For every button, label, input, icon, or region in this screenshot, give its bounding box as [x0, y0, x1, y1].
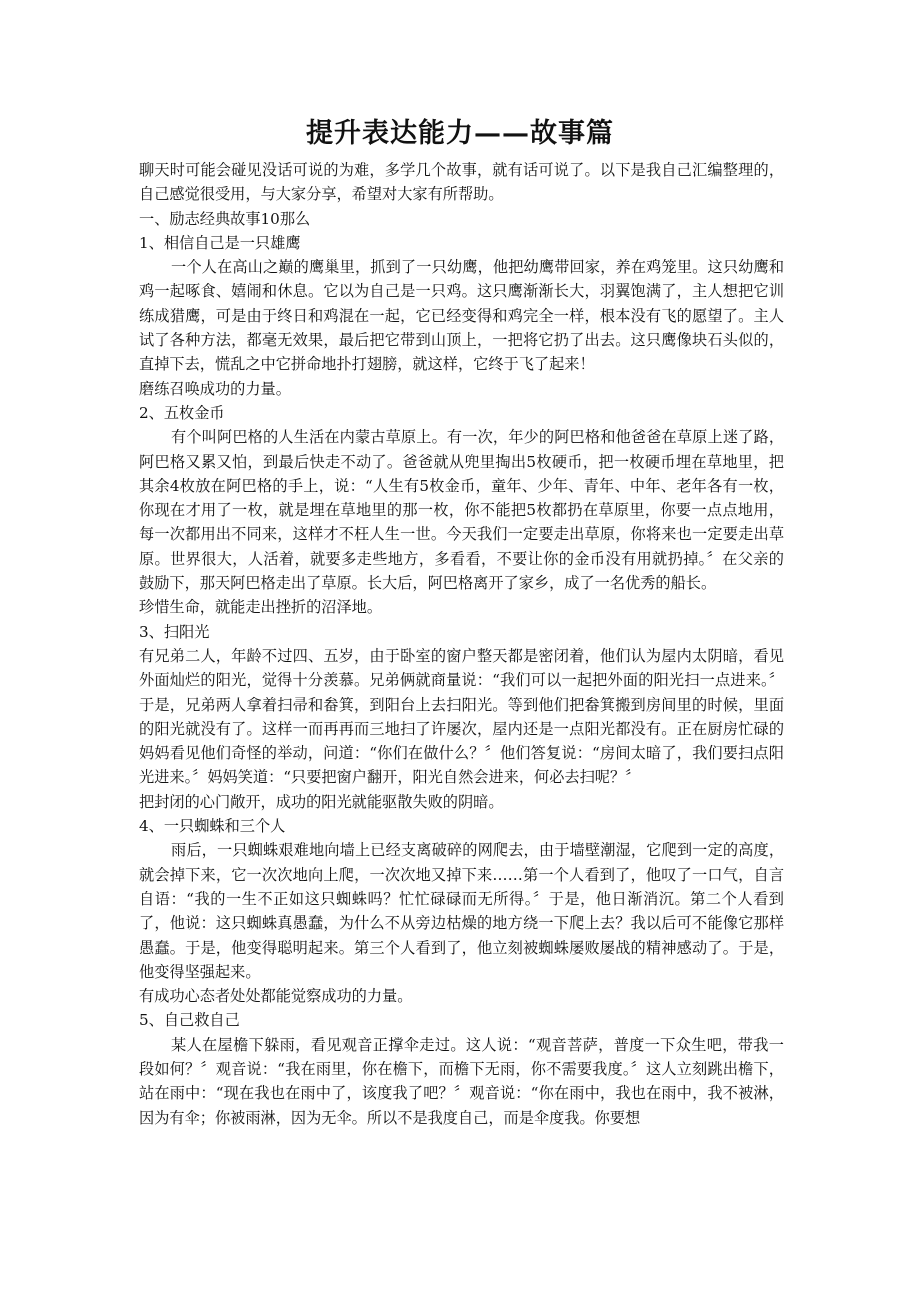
story-moral-4: 有成功心态者处处都能觉察成功的力量。: [139, 987, 413, 1006]
story-moral-1: 磨练召唤成功的力量。: [139, 379, 291, 398]
story-moral-2: 珍惜生命，就能走出挫折的沼泽地。: [139, 598, 382, 617]
story-body-2: 有个叫阿巴格的人生活在内蒙古草原上。有一次，年少的阿巴格和他爸爸在草原上迷了路，阿巴格又累又怕，到最后快走不动了。爸爸就从兜里掏出5枚硬币，把一枚硬币埋在草地里，把其余4枚放在阿巴格的手上，说：“人生有5枚金币，童年、少年、青年、中年、老年各有一枚，你现在才用了一枚，就是埋在草地里的那一枚，你不能把5枚都扔在草原里，你要一点点地用，每一次都用出不同来，这样才不枉人生一世。今天我们一定要走出草原，你将来也一定要走出草原。世界很大，人活着，就要多走些地方，多看看，不要让你的金币没有用就扔掉。〞在父亲的鼓励下，那天阿巴格走出了草原。长大后，阿巴格离开了家乡，成了一名优秀的船长。: [139, 428, 784, 593]
story-heading-1: 1、相信自己是一只雄鹰: [139, 233, 301, 252]
story-body-5: 某人在屋檐下躲雨，看见观音正撑伞走过。这人说：“观音菩萨，普度一下众生吧，带我一段如何？〞观音说：“我在雨里，你在檐下，而檐下无雨，你不需要我度。〞这人立刻跳出檐下，站在雨中：“现在我也在雨中了，该度我了吧？〞观音说：“你在雨中，我也在雨中，我不被淋，因为有伞；你被雨淋，因为无伞。所以不是我度自己，而是伞度我。你要想: [139, 1035, 784, 1127]
intro-paragraph: 聊天时可能会碰见没话可说的为难，多学几个故事，就有话可说了。以下是我自己汇编整理的，自己感觉很受用，与大家分享，希望对大家有所帮助。: [139, 161, 784, 204]
section-heading: 一、励志经典故事10那么: [139, 209, 311, 228]
story-moral-3: 把封闭的心门敞开，成功的阳光就能驱散失败的阴暗。: [139, 792, 504, 811]
story-heading-5: 5、自己救自己: [139, 1011, 240, 1030]
story-body-4: 雨后，一只蜘蛛艰难地向墙上已经支离破碎的网爬去，由于墙壁潮湿，它爬到一定的高度，就会掉下来，它一次次地向上爬，一次次地又掉下来……第一个人看到了，他叹了一口气，自言自语：“我的一生不正如这只蜘蛛吗？忙忙碌碌而无所得。〞于是，他日渐消沉。第二个人看到了，他说：这只蜘蛛真愚蠢，为什么不从旁边枯燥的地方绕一下爬上去？我以后可不能像它那样愚蠢。于是，他变得聪明起来。第三个人看到了，他立刻被蜘蛛屡败屡战的精神感动了。于是，他变得坚强起来。: [139, 841, 784, 981]
story-body-3: 有兄弟二人，年龄不过四、五岁，由于卧室的窗户整天都是密闭着，他们认为屋内太阴暗，看见外面灿烂的阳光，觉得十分羡慕。兄弟俩就商量说：“我们可以一起把外面的阳光扫一点进来。〞于是，兄弟两人拿着扫帚和畚箕，到阳台上去扫阳光。等到他们把畚箕搬到房间里的时候，里面的阳光就没有了。这样一而再再而三地扫了许屡次，屋内还是一点阳光都没有。正在厨房忙碌的妈妈看见他们奇怪的举动，问道：“你们在做什么？〞他们答复说：“房间太暗了，我们要扫点阳光进来。〞妈妈笑道：“只要把窗户翻开，阳光自然会进来，何必去扫呢？〞: [139, 646, 784, 787]
story-body-1: 一个人在高山之巅的鹰巢里，抓到了一只幼鹰，他把幼鹰带回家，养在鸡笼里。这只幼鹰和鸡一起啄食、嬉闹和休息。它以为自己是一只鸡。这只鹰渐渐长大，羽翼饱满了，主人想把它训练成猎鹰，可是由于终日和鸡混在一起，它已经变得和鸡完全一样，根本没有飞的愿望了。主人试了各种方法，都毫无效果，最后把它带到山顶上，一把将它扔了出去。这只鹰像块石头似的，直掉下去，慌乱之中它拼命地扑打翅膀，就这样，它终于飞了起来！: [139, 258, 784, 374]
document-title: 提升表达能力——故事篇: [306, 118, 614, 149]
story-heading-4: 4、一只蜘蛛和三个人: [139, 817, 286, 836]
story-heading-3: 3、扫阳光: [139, 622, 210, 641]
document-body: [139, 158, 784, 1130]
story-heading-2: 2、五枚金币: [139, 403, 225, 422]
